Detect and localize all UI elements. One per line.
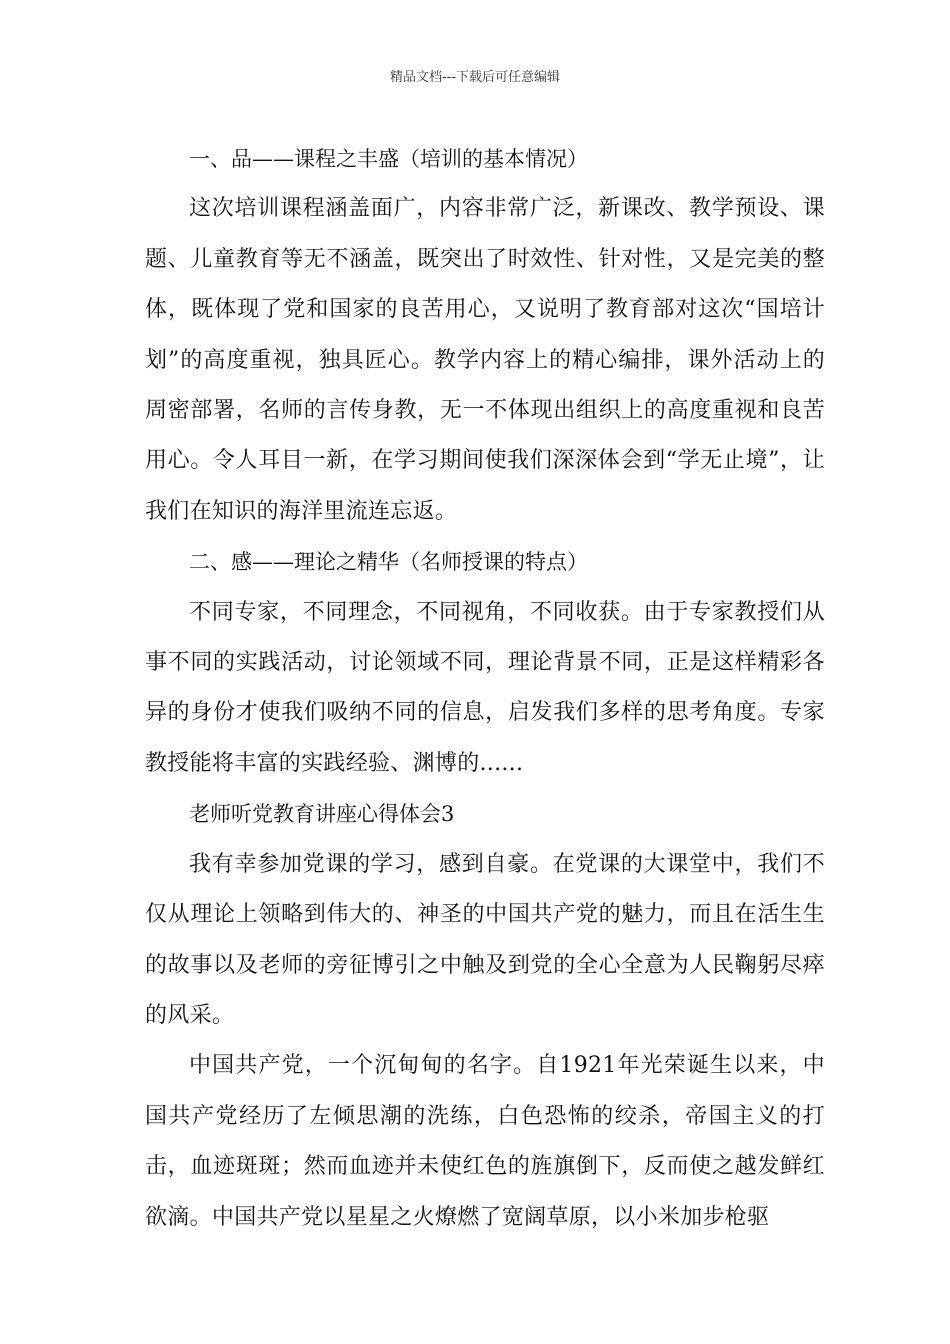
page-header: 精品文档---下载后可任意编辑 — [389, 70, 561, 85]
article-3-paragraph-1: 我有幸参加党课的学习，感到自豪。在党课的大课堂中，我们不仅从理论上领略到伟大的、神圣的中国共产党的魅力，而且在活生生的故事以及老师的旁征博引之中触及到党的全心全意为人民鞠躬尽瘁的风采。 — [145, 851, 825, 1028]
section-2-heading: 二、感——理论之精华（名师授课的特点） — [189, 550, 588, 575]
section-1-heading: 一、品——课程之丰盛（培训的基本情况） — [189, 147, 588, 171]
section-1-paragraph: 这次培训课程涵盖面广，内容非常广泛，新课改、教学预设、课题、儿童教育等无不涵盖，既突出了时效性、针对性，又是完美的整体，既体现了党和国家的良苦用心，又说明了教育部对这次“国培计划”的高度重视，独具匠心。教学内容上的精心编排，课外活动上的周密部署，名师的言传身教，无一不体现出组织上的高度重视和良苦用心。令人耳目一新，在学习期间使我们深深体会到“学无止境”，让我们在知识的海洋里流连忘返。 — [145, 196, 825, 524]
document-body — [145, 134, 825, 1243]
article-3-paragraph-2: 中国共产党，一个沉甸甸的名字。自1921年光荣诞生以来，中国共产党经历了左倾思潮的洗练，白色恐怖的绞杀，帝国主义的打击，血迹斑斑；然而血迹并未使红色的旌旗倒下，反而使之越发鲜红欲滴。中国共产党以星星之火燎燃了宽阔草原，以小米加步枪驱 — [145, 1053, 825, 1230]
article-3-title: 老师听党教育讲座心得体会3 — [189, 802, 455, 827]
section-2-paragraph: 不同专家，不同理念，不同视角，不同收获。由于专家教授们从事不同的实践活动，讨论领域不同，理论背景不同，正是这样精彩各异的身份才使我们吸纳不同的信息，启发我们多样的思考角度。专家教授能将丰富的实践经验、渊博的...... — [145, 599, 825, 776]
